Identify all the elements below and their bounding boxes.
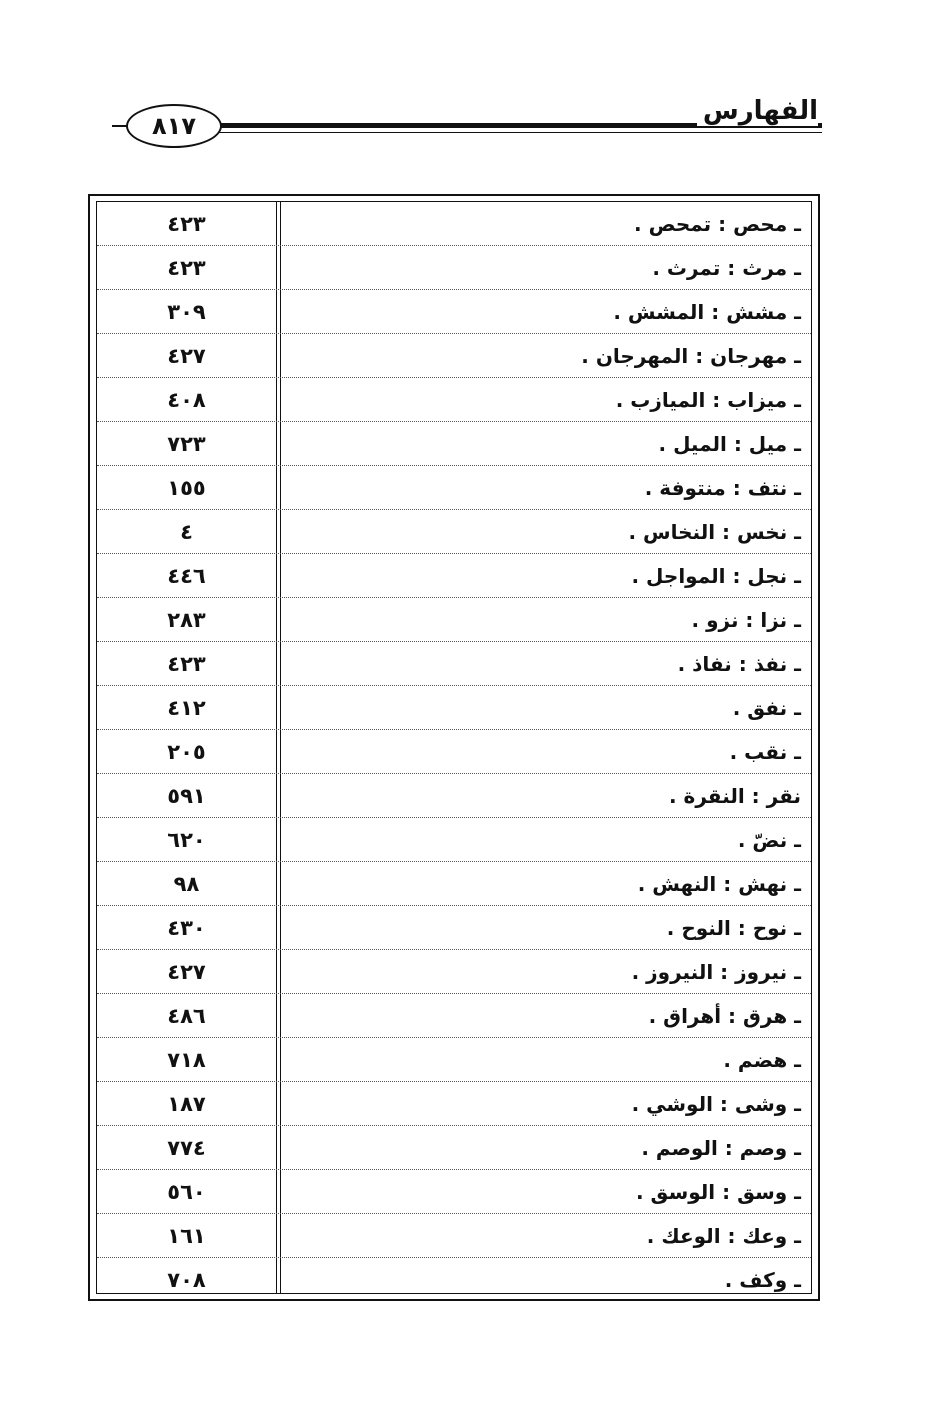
page-reference: ٤٤٦ bbox=[167, 564, 206, 588]
index-term: ـ نزا : نزو . bbox=[691, 608, 801, 632]
index-row bbox=[97, 818, 811, 862]
index-term: ـ مشش : المشش . bbox=[613, 300, 801, 324]
index-row bbox=[97, 1258, 811, 1302]
page-reference: ٤٢٣ bbox=[167, 212, 206, 236]
index-row bbox=[97, 950, 811, 994]
header-rule-thin bbox=[212, 132, 822, 133]
page-reference: ٢٠٥ bbox=[167, 740, 206, 764]
index-row bbox=[97, 1082, 811, 1126]
page-reference: ٤٠٨ bbox=[167, 388, 206, 412]
page-reference: ٢٨٣ bbox=[167, 608, 206, 632]
index-term: ـ مهرجان : المهرجان . bbox=[581, 344, 801, 368]
page-reference: ٤٢٧ bbox=[167, 344, 206, 368]
index-row bbox=[97, 378, 811, 422]
index-term: ـ نيروز : النيروز . bbox=[631, 960, 801, 984]
section-title: الفهارس bbox=[697, 96, 818, 126]
page-reference: ١٦١ bbox=[167, 1224, 206, 1248]
page-reference: ٧٠٨ bbox=[167, 1268, 206, 1292]
page-reference: ٤٢٣ bbox=[167, 652, 206, 676]
page-reference: ٤٣٠ bbox=[167, 916, 206, 940]
page-reference: ٥٩١ bbox=[167, 784, 206, 808]
page-reference: ١٨٧ bbox=[167, 1092, 206, 1116]
index-term: ـ هضم . bbox=[723, 1048, 801, 1072]
index-term: ـ نقب . bbox=[729, 740, 801, 764]
index-term: ـ نخس : النخاس . bbox=[628, 520, 801, 544]
page-reference: ٣٠٩ bbox=[167, 300, 206, 324]
index-row bbox=[97, 246, 811, 290]
index-term: ـ وشى : الوشي . bbox=[631, 1092, 801, 1116]
page-reference: ٤٨٦ bbox=[167, 1004, 206, 1028]
index-rows bbox=[97, 202, 811, 1293]
index-row bbox=[97, 994, 811, 1038]
page-reference: ٤٢٣ bbox=[167, 256, 206, 280]
page-reference: ٤١٢ bbox=[167, 696, 206, 720]
index-row bbox=[97, 334, 811, 378]
page-reference: ٥٦٠ bbox=[167, 1180, 206, 1204]
index-row bbox=[97, 466, 811, 510]
index-term: ـ وكف . bbox=[724, 1268, 801, 1292]
index-row bbox=[97, 862, 811, 906]
index-row bbox=[97, 1214, 811, 1258]
index-row bbox=[97, 642, 811, 686]
page-number: ٨١٧ bbox=[126, 104, 222, 148]
index-row bbox=[97, 1038, 811, 1082]
page-reference: ٦٢٠ bbox=[167, 828, 206, 852]
page-reference: ٤٢٧ bbox=[167, 960, 206, 984]
index-term: ـ وسق : الوسق . bbox=[635, 1180, 801, 1204]
table-inner-frame bbox=[96, 201, 812, 1294]
index-row bbox=[97, 774, 811, 818]
index-term: ـ ميزاب : الميازب . bbox=[615, 388, 801, 412]
index-row bbox=[97, 290, 811, 334]
index-row bbox=[97, 554, 811, 598]
index-row bbox=[97, 1170, 811, 1214]
index-term: ـ محص : تمحص . bbox=[634, 212, 801, 236]
index-term: ـ نتف : منتوفة . bbox=[644, 476, 801, 500]
page-header bbox=[112, 96, 822, 154]
page-reference: ١٥٥ bbox=[167, 476, 206, 500]
index-row bbox=[97, 422, 811, 466]
index-row bbox=[97, 906, 811, 950]
index-row bbox=[97, 598, 811, 642]
page-reference: ٤ bbox=[180, 520, 193, 544]
index-row bbox=[97, 202, 811, 246]
index-term: ـ نوح : النوح . bbox=[666, 916, 801, 940]
index-term: ـ نفذ : نفاذ . bbox=[677, 652, 801, 676]
index-term: ـ وعك : الوعك . bbox=[646, 1224, 801, 1248]
index-term: نقر : النقرة . bbox=[668, 784, 801, 808]
index-term: ـ وصم : الوصم . bbox=[641, 1136, 801, 1160]
index-term: ـ نضّ . bbox=[737, 828, 801, 852]
index-table bbox=[88, 194, 820, 1301]
page-reference: ٧٧٤ bbox=[167, 1136, 206, 1160]
page-reference: ٩٨ bbox=[173, 872, 200, 896]
index-row bbox=[97, 730, 811, 774]
page-reference: ٧١٨ bbox=[167, 1048, 206, 1072]
index-row bbox=[97, 686, 811, 730]
index-term: ـ هرق : أهراق . bbox=[648, 1004, 801, 1028]
index-row bbox=[97, 1126, 811, 1170]
index-term: ـ نجل : المواجل . bbox=[631, 564, 801, 588]
index-row bbox=[97, 510, 811, 554]
index-term: ـ مرث : تمرث . bbox=[652, 256, 801, 280]
index-term: ـ ميل : الميل . bbox=[658, 432, 801, 456]
index-term: ـ نفق . bbox=[732, 696, 801, 720]
index-term: ـ نهش : النهش . bbox=[637, 872, 801, 896]
page-reference: ٧٢٣ bbox=[167, 432, 206, 456]
